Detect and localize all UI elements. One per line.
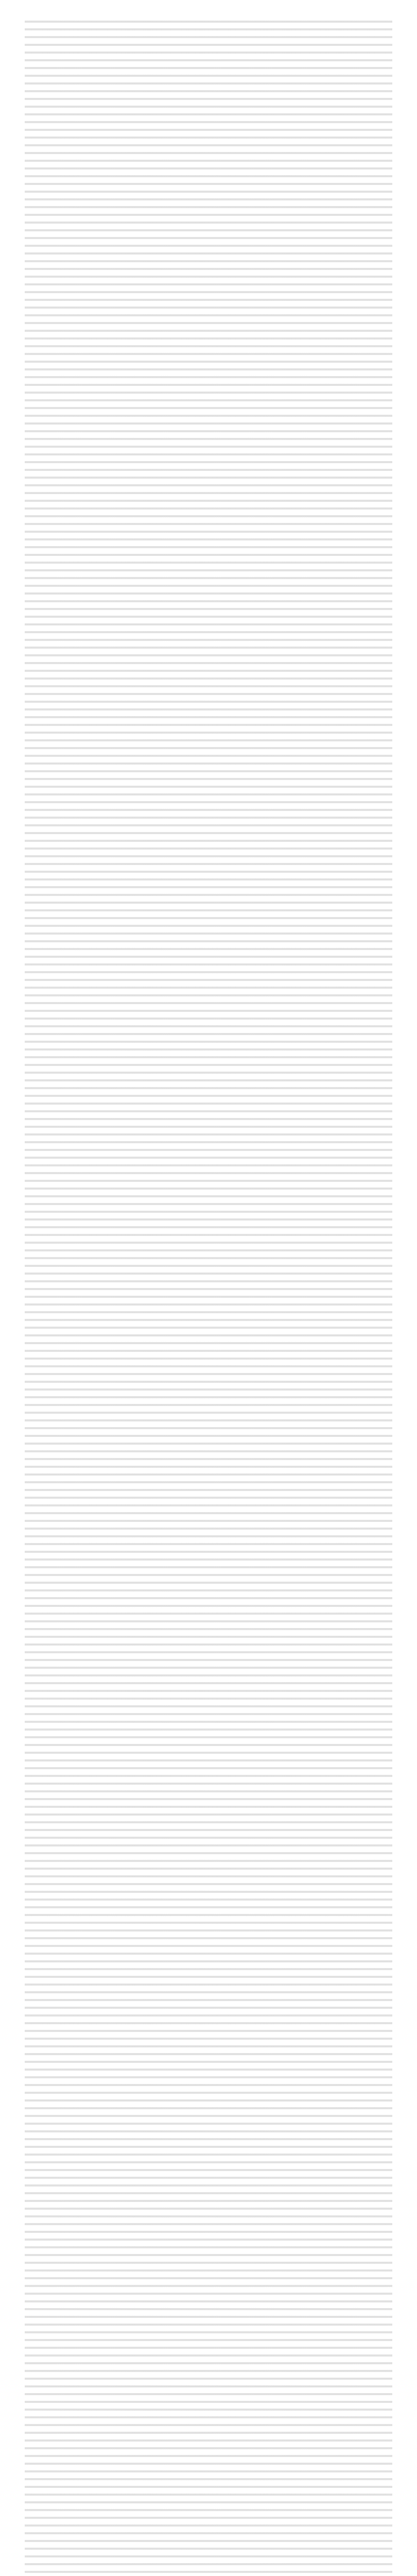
document-page <box>25 21 392 2576</box>
body-text-region <box>25 21 392 2576</box>
